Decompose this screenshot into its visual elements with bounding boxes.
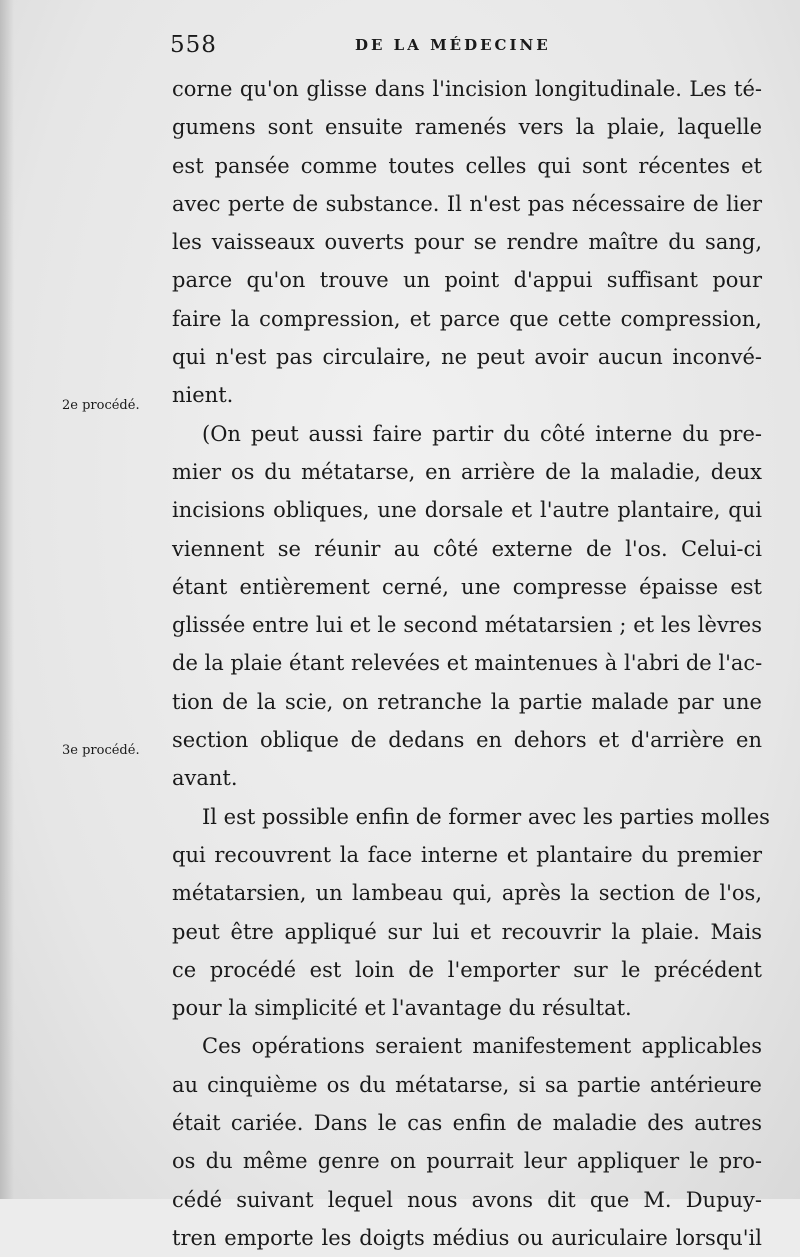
text-line: cédé suivant lequel nous avons dit que M. Dupuy-: [172, 1187, 762, 1212]
text-line: les vaisseaux ouverts pour se rendre maître du sang,: [172, 230, 762, 255]
text-line: qui n'est pas circulaire, ne peut avoir aucun inconvé-: [172, 345, 762, 370]
text-line: est pansée comme toutes celles qui sont récentes et: [172, 153, 762, 178]
text-line: avant.: [172, 766, 238, 791]
text-line: de la plaie étant relevées et maintenues à l'abri de l'ac-: [172, 651, 763, 676]
margin-note-third-procedure: 3e procédé.: [62, 743, 140, 758]
text-line: Il est possible enfin de former avec les parties molles: [202, 804, 770, 829]
text-line: ce procédé est loin de l'emporter sur le précédent: [172, 957, 762, 982]
text-line: parce qu'on trouve un point d'appui suffisant pour: [172, 268, 762, 293]
text-line: nient.: [172, 383, 234, 408]
text-line: tren emporte les doigts médius ou auriculaire lorsqu'il: [172, 1225, 762, 1250]
text-line: viennent se réunir au côté externe de l'os. Celui-ci: [172, 536, 762, 561]
text-line: métatarsien, un lambeau qui, après la section de l'os,: [172, 881, 762, 906]
text-line: tion de la scie, on retranche la partie malade par une: [172, 689, 762, 714]
text-line: Ces opérations seraient manifestement applicables: [202, 1034, 762, 1059]
text-line: était cariée. Dans le cas enfin de maladie des autres: [172, 1111, 762, 1136]
text-line: section oblique de dedans en dehors et d'arrière en: [172, 728, 762, 753]
text-line: incisions obliques, une dorsale et l'autre plantaire, qui: [172, 498, 762, 523]
text-line: gumens sont ensuite ramenés vers la plaie, laquelle: [172, 115, 762, 140]
text-line: corne qu'on glisse dans l'incision longitudinale. Les té-: [172, 77, 762, 101]
text-line: pour la simplicité et l'avantage du résultat.: [172, 996, 632, 1021]
gutter-shadow: [0, 0, 14, 1199]
text-line: faire la compression, et parce que cette compression,: [172, 306, 762, 331]
text-line: au cinquième os du métatarse, si sa partie antérieure: [172, 1072, 762, 1097]
running-head-title: DE LA MÉDECINE: [355, 36, 551, 54]
text-line: peut être appliqué sur lui et recouvrir la plaie. Mais: [172, 919, 762, 944]
text-line: mier os du métatarse, en arrière de la maladie, deux: [172, 459, 762, 484]
text-line: (On peut aussi faire partir du côté interne du pre-: [202, 421, 762, 446]
text-line: étant entièrement cerné, une compresse épaisse est: [172, 574, 762, 599]
margin-note-second-procedure: 2e procédé.: [62, 398, 140, 413]
text-line: avec perte de substance. Il n'est pas nécessaire de lier: [172, 191, 762, 216]
text-line: glissée entre lui et le second métatarsien ; et les lèvres: [172, 613, 762, 638]
page-number: 558: [170, 32, 217, 58]
body-text: [172, 70, 770, 1257]
text-line: qui recouvrent la face interne et plantaire du premier: [172, 842, 762, 867]
running-head: [0, 32, 800, 62]
text-line: os du même genre on pourrait leur appliquer le pro-: [172, 1149, 762, 1174]
